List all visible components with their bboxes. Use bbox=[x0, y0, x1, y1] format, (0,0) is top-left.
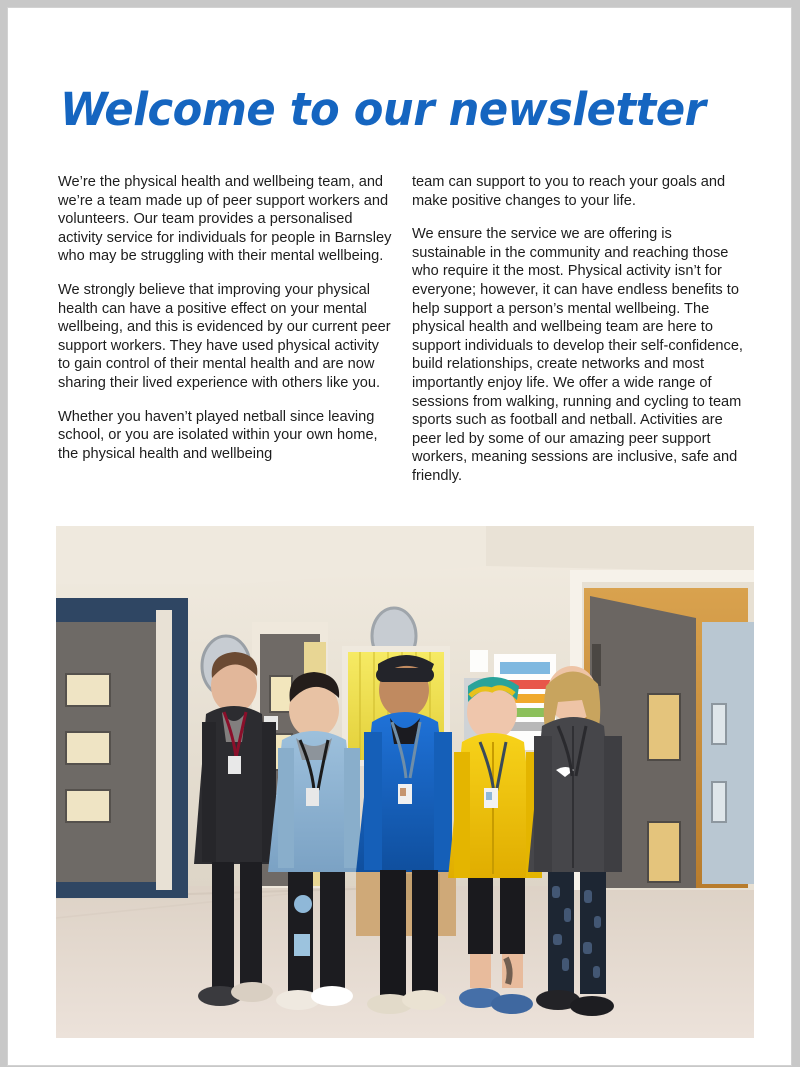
right-column bbox=[412, 173, 748, 486]
paragraph: We strongly believe that improving your physical health can have a positive effect on your mental wellbeing, and this is evidenced by our current peer support workers. They have used physical activity to gain control of their mental health and are now sharing their lived experience with others like you. bbox=[58, 281, 391, 391]
page-title: Welcome to our newsletter bbox=[60, 83, 706, 137]
paragraph: We ensure the service we are offering is sustainable in the community and reaching those who require it the most. Physical activity isn’t for everyone; however, it can have endless benefits to help support a person’s mental wellbeing. The physical health and wellbeing team are here to support individuals to develop their self-confidence, build relationships, create networks and most importantly enjoy life. We offer a wide range of sessions from walking, running and cycling to team sports such as football and netball. Activities are peer led by some of our amazing peer support workers, meaning sessions are inclusive, safe and friendly. bbox=[412, 226, 743, 484]
team-photo bbox=[56, 526, 754, 1038]
newsletter-page bbox=[8, 8, 791, 1065]
left-column bbox=[58, 173, 394, 463]
article-columns bbox=[58, 173, 748, 486]
paragraph: Whether you haven’t played netball since leaving school, or you are isolated within your own home, the physical health and wellbeing bbox=[58, 408, 378, 462]
paragraph: We’re the physical health and wellbeing team, and we’re a team made up of peer support workers and volunteers. Our team provides a personalised activity service for individuals for people in Barnsley who may be struggling with their mental wellbeing. bbox=[58, 174, 392, 265]
paragraph: team can support to you to reach your goals and make positive changes to your life. bbox=[412, 174, 726, 209]
team-photo-illustration bbox=[56, 526, 754, 1038]
